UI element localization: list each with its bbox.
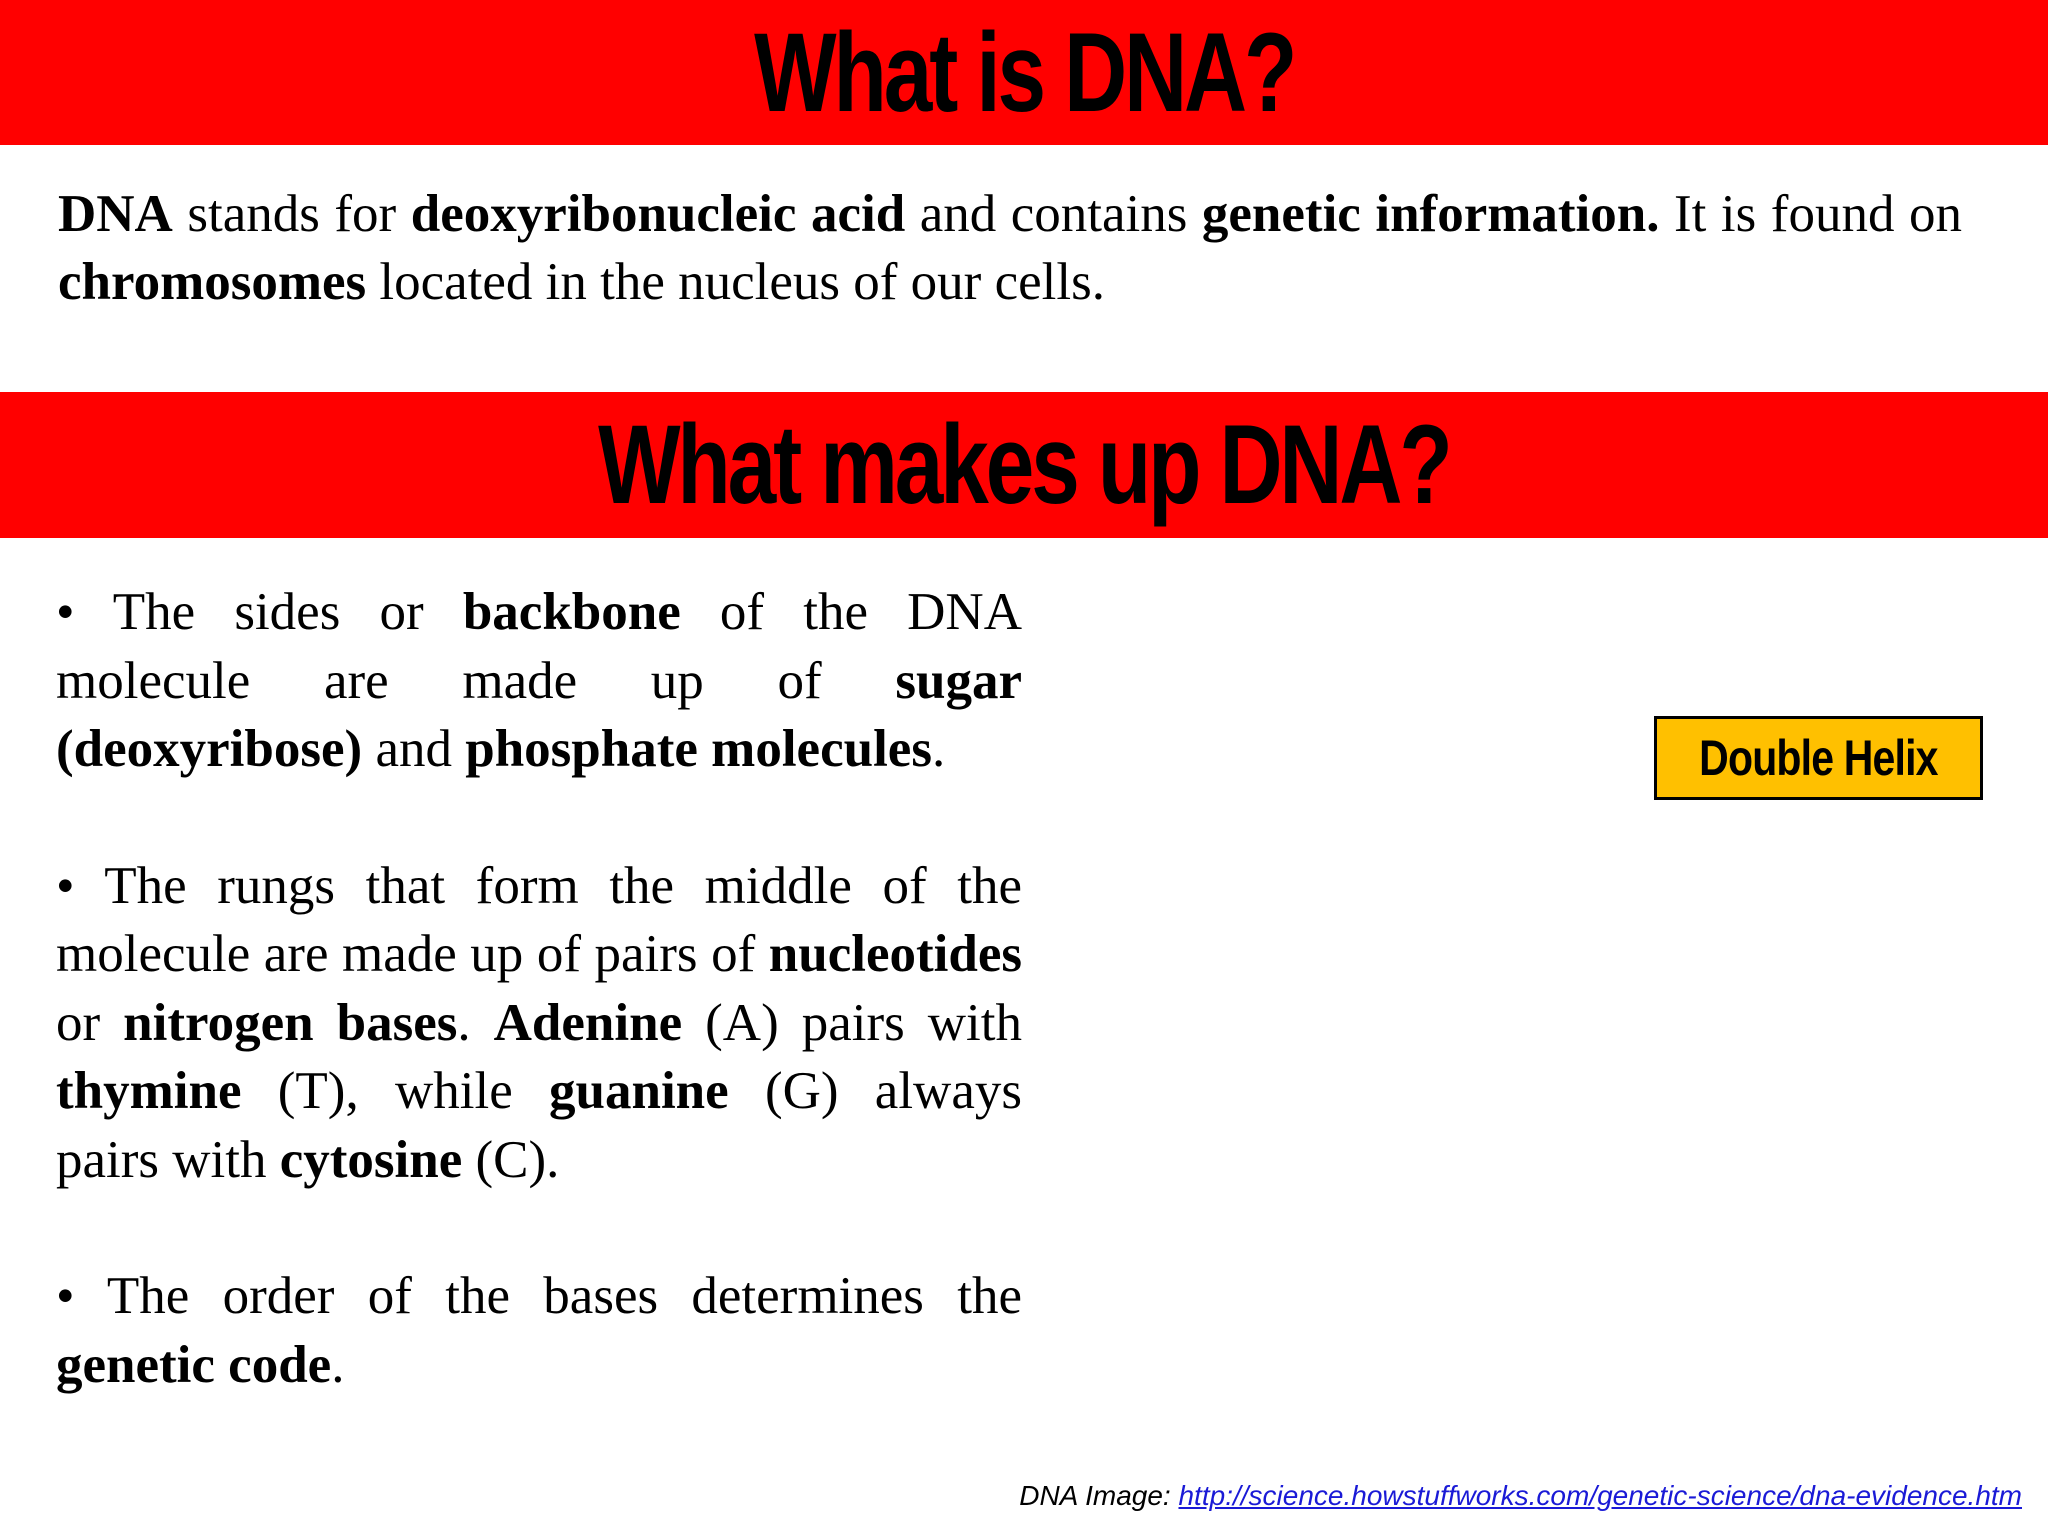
double-helix-label-text: Double Helix xyxy=(1699,730,1938,786)
bullet-list xyxy=(56,578,1022,1467)
intro-paragraph: DNA stands for deoxyribonucleic acid and contains genetic information. It is found on chromosomes located in the nucleus of our cells. xyxy=(58,185,1962,311)
section-banner-what-makes-up-dna xyxy=(0,392,2048,538)
double-helix-label xyxy=(1654,716,1983,800)
term-dna: DNA xyxy=(58,185,173,243)
term-genetic-information: genetic information. xyxy=(1201,185,1660,243)
image-credit-prefix: DNA Image: xyxy=(1019,1480,1179,1511)
section-title: What makes up DNA? xyxy=(598,402,1450,527)
bullet-genetic-code: • The order of the bases determines the genetic code. xyxy=(56,1267,1022,1394)
bullet-backbone: • The sides or backbone of the DNA molecule are made up of sugar (deoxyribose) and phosphate molecules. xyxy=(56,583,1022,778)
bullet-rungs: • The rungs that form the middle of the molecule are made up of pairs of nucleotides or nitrogen bases. Adenine (A) pairs with thymine (T), while guanine (G) always pairs with cytosine (C). xyxy=(56,856,1023,1189)
section-title: What is DNA? xyxy=(753,9,1295,135)
section-banner-what-is-dna xyxy=(0,0,2048,145)
term-deoxyribonucleic-acid: deoxyribonucleic acid xyxy=(410,185,906,243)
image-credit xyxy=(1019,1480,2022,1512)
image-credit-link[interactable]: http://science.howstuffworks.com/genetic-science/dna-evidence.htm xyxy=(1178,1480,2022,1511)
term-chromosomes: chromosomes xyxy=(58,253,367,311)
